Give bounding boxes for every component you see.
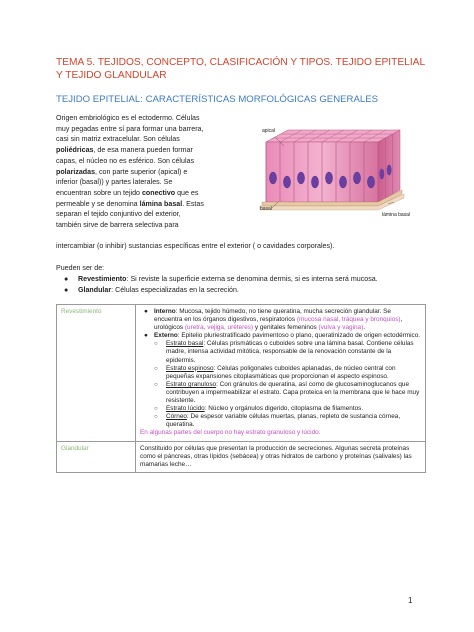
list-item-term: Revestimiento bbox=[78, 275, 127, 283]
list-item-text: : Si reviste la superficie externa se denomina dermis, si es interna será mucosa. bbox=[126, 275, 378, 283]
sub-bullet: ○ bbox=[154, 365, 158, 372]
estrato-name: Estrato granuloso bbox=[166, 380, 217, 388]
intro-line: casi sin matriz extracelular. Son células bbox=[56, 135, 180, 144]
estrato-name: Estrato espinoso bbox=[166, 364, 214, 372]
document-title: TEMA 5. TEJIDOS, CONCEPTO, CLASIFICACIÓN Y TIPOS. TEJIDO EPITELIAL Y TEJIDO GLANDULAR bbox=[56, 57, 425, 81]
externo-term: Externo bbox=[154, 332, 178, 340]
intro-last-line: intercambiar (o inhibir) sustancias específicas entre el exterior ( o cavidades corporales). bbox=[56, 242, 335, 250]
estrato-text: : Con gránulos de queratina, así como de glucosaminoglucanos que contribuyen a impermeabilizar el estrato. Capa proteica en la membrana que le hace muy resistente. bbox=[166, 380, 420, 405]
cell-nucleus bbox=[387, 165, 392, 176]
intro-bold-term: conectivo bbox=[141, 188, 176, 197]
intro-line: también sirve de barrera selectiva para bbox=[56, 221, 179, 230]
section-subtitle: TEJIDO EPITELIAL: CARACTERÍSTICAS MORFOLÓGICAS GENERALES bbox=[56, 94, 378, 105]
list-item-text: : Células especializadas en la secreción. bbox=[111, 285, 239, 294]
details-cell: Constituido por células que presentan la producción de secreciones. Algunas secreta proteínas como el páncreas, otras lípidos (sebácea) y otras hidratos de carbono y proteínas (salivales) las mamarias leche… bbox=[136, 441, 426, 472]
interno-example: (uretra, vejiga, uréteres) bbox=[184, 324, 254, 332]
interno-item bbox=[140, 308, 421, 332]
cell-nucleus bbox=[325, 172, 332, 184]
estrato-name: Córneo bbox=[166, 413, 187, 421]
epithelium-diagram bbox=[258, 124, 428, 224]
intro-line: capas, el núcleo no es esférico. Son células bbox=[56, 156, 195, 165]
estrato-item bbox=[140, 340, 421, 364]
epithelium-table bbox=[56, 304, 426, 473]
list-item-glandular bbox=[56, 285, 426, 296]
interno-text: : Mucosa, tejido húmedo, no tiene queratina, mucha secreción glandular. Se encuentra en los órganos digestivos, respiratorios bbox=[154, 308, 391, 324]
intro-line: Origen embriológico es el ectodermo. Células bbox=[56, 114, 200, 122]
category-cell: Glandular bbox=[57, 441, 136, 472]
sub-bullet: ○ bbox=[154, 341, 158, 348]
table-row-revestimiento bbox=[57, 305, 426, 442]
interno-example: (mucosa nasal, tráquea y bronquios) bbox=[296, 316, 401, 324]
list-item-revestimiento bbox=[56, 274, 426, 285]
page-number: 1 bbox=[408, 596, 413, 605]
bullet: ● bbox=[144, 308, 148, 315]
category-cell: Revestimiento bbox=[57, 305, 136, 442]
externo-text: : Epitelio pluriestratificado pavimentoso o plano, queratinizado de origen ectodérmico. bbox=[177, 332, 421, 340]
bullet: ● bbox=[144, 332, 148, 340]
intro-line: inferior (basal)) y partes laterales. Se bbox=[56, 178, 173, 187]
list-item-term: Glandular bbox=[78, 285, 112, 294]
cell-nucleus bbox=[339, 176, 346, 188]
apical-label: apical bbox=[262, 128, 276, 134]
sub-bullet: ○ bbox=[154, 414, 158, 421]
externo-item bbox=[140, 332, 421, 340]
table-row-glandular bbox=[57, 441, 426, 472]
estrato-name: Estrato lúcido bbox=[166, 405, 205, 413]
table-note: En algunas partes del cuerpo no hay estrato granuloso y lúcido. bbox=[140, 429, 321, 437]
interno-text: . bbox=[363, 324, 366, 332]
sub-bullet: ○ bbox=[154, 406, 158, 413]
intro-line: , con parte superior (apical) e bbox=[95, 167, 188, 176]
estrato-text: : De espesor variable células muertas, planas, repleto de sustancia córnea, queratina. bbox=[166, 413, 401, 429]
interno-example: (vulva y vagina) bbox=[318, 324, 364, 332]
estrato-text: : Células prismáticas o cuboides sobre una lámina basal. Contiene células madre, intensa actividad mitótica, responsable de la renovación constante de la epidermis. bbox=[166, 340, 414, 364]
cell-nucleus bbox=[379, 169, 384, 180]
estrato-text: : Células poligonales cuboides aplanadas, de núcleo central con pequeñas expansiones citoplasmáticas que proporcionan el aspecto espinoso. bbox=[166, 364, 396, 380]
cell-nucleus bbox=[297, 172, 304, 184]
estrato-text: : Núcleo y orgánulos digerido, citoplasma de filamentos. bbox=[204, 405, 364, 413]
types-intro: Pueden ser de: bbox=[56, 264, 105, 272]
estrato-item bbox=[140, 365, 421, 381]
estrato-item bbox=[140, 381, 421, 405]
intro-line: permeable y se denomina bbox=[56, 199, 140, 208]
bullet: ● bbox=[64, 285, 69, 294]
sub-bullet: ○ bbox=[154, 381, 158, 388]
interno-text: , urológicos bbox=[154, 316, 403, 332]
cell-nucleus bbox=[367, 176, 374, 188]
bullet: ● bbox=[64, 275, 69, 283]
interno-term: Interno bbox=[154, 308, 176, 315]
intro-bold-term: lámina basal bbox=[139, 199, 183, 208]
lamina-basal-label: lámina basal bbox=[382, 212, 411, 218]
intro-line: encuentran sobre un tejido bbox=[56, 188, 142, 197]
epithelium-illustration bbox=[258, 124, 428, 224]
details-cell bbox=[136, 305, 426, 442]
intro-bold-term: polarizadas bbox=[56, 167, 96, 176]
intro-line: muy pegadas entre sí para formar una barrera, bbox=[56, 124, 204, 133]
cell-nucleus bbox=[311, 176, 318, 188]
estrato-name: Estrato basal bbox=[166, 340, 204, 348]
intro-paragraph bbox=[56, 113, 252, 231]
cell-nucleus bbox=[283, 176, 290, 188]
cell-nucleus bbox=[269, 172, 276, 184]
basal-label: basal bbox=[260, 206, 272, 212]
intro-line: que es bbox=[175, 188, 199, 197]
estrato-item bbox=[140, 413, 421, 429]
intro-bold-term: poliédricas bbox=[56, 146, 94, 155]
epithelium-types-list bbox=[56, 274, 426, 295]
cell-nucleus bbox=[353, 172, 360, 184]
intro-line: . Estas bbox=[182, 199, 204, 208]
interno-text: y genitales femeninos bbox=[253, 324, 319, 332]
intro-line: separan el tejido conjuntivo del exterior, bbox=[56, 210, 181, 219]
estrato-item bbox=[140, 405, 421, 413]
intro-line: , de esa manera pueden formar bbox=[93, 146, 193, 155]
